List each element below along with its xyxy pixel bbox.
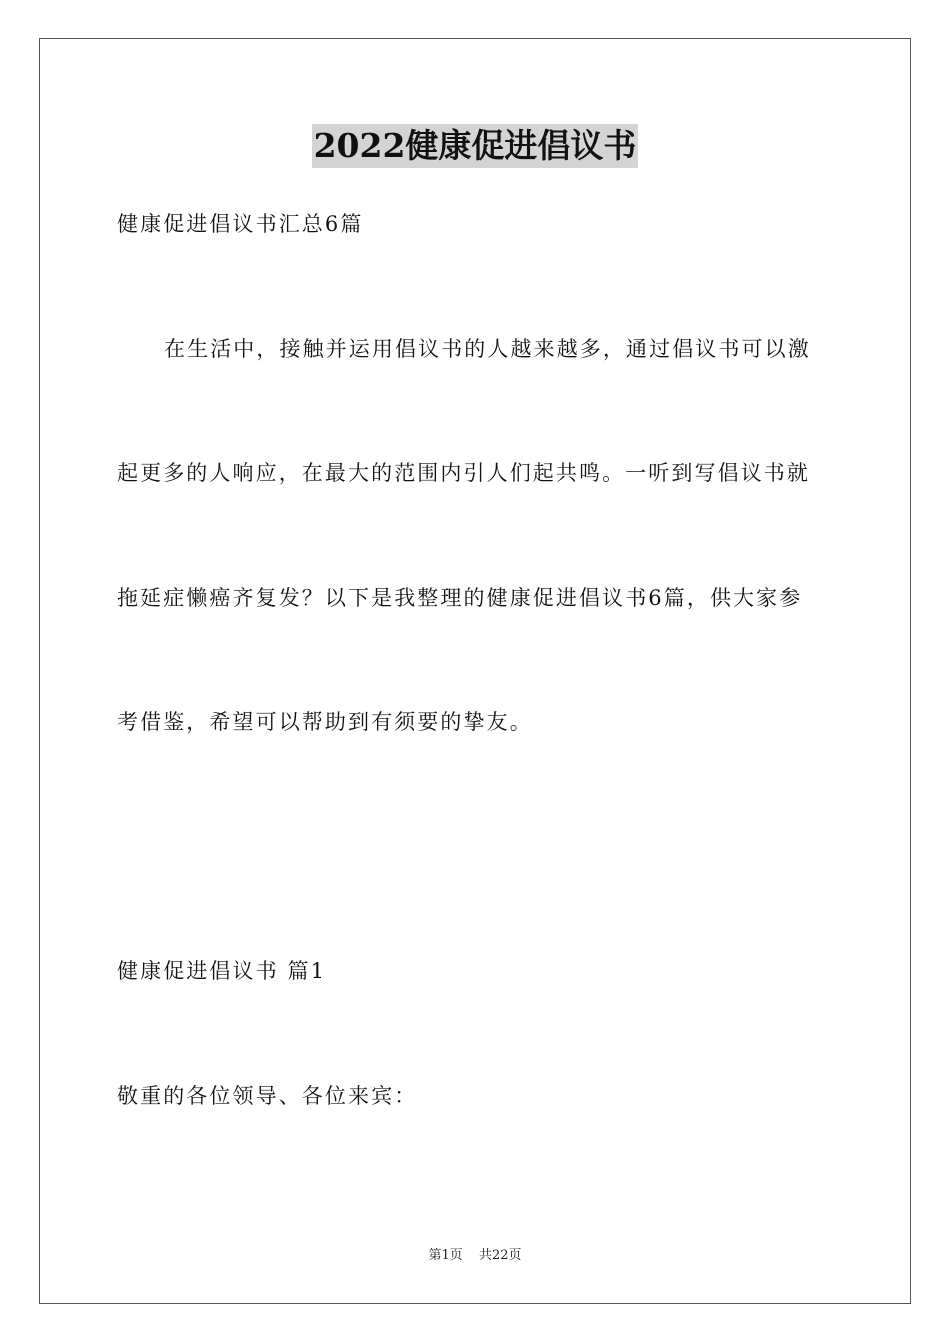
page-number: 第1页 [428,1248,463,1263]
document-title: 2022健康促进倡议书 [312,124,639,168]
page-footer [0,1246,950,1266]
page-total: 共22页 [478,1248,522,1263]
intro-line-1: 在生活中，接触并运用倡议书的人越来越多，通过倡议书可以激 [164,337,811,361]
salutation: 敬重的各位领导、各位来宾： [117,1084,418,1108]
title-container [0,124,950,168]
section-heading: 健康促进倡议书 篇1 [117,959,327,983]
document-subtitle: 健康促进倡议书汇总6篇 [117,212,364,236]
intro-line-2: 起更多的人响应，在最大的范围内引人们起共鸣。一听到写倡议书就 [117,461,810,485]
intro-line-4: 考借鉴，希望可以帮助到有须要的挚友。 [117,710,533,734]
intro-line-3: 拖延症懒癌齐复发？以下是我整理的健康促进倡议书6篇，供大家参 [117,586,803,610]
